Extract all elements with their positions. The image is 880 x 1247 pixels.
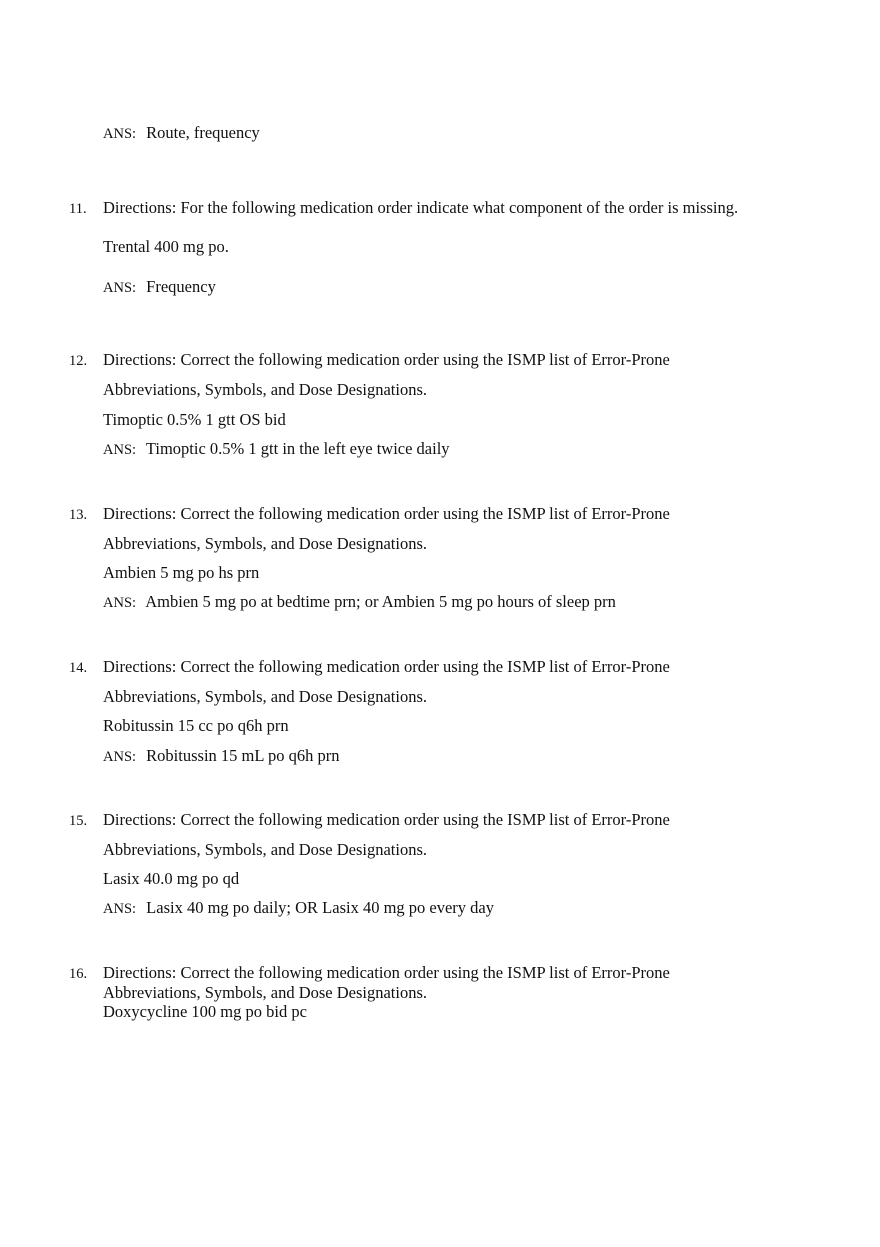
medication-order: Lasix 40.0 mg po qd [103,869,240,888]
question-directions-cont: Abbreviations, Symbols, and Dose Designations. [103,534,428,553]
answer-line [103,592,616,613]
question-directions: Directions: Correct the following medication order using the ISMP list of Error-Prone [103,504,670,523]
question-number: 13. [69,507,88,523]
question-directions: Directions: Correct the following medication order using the ISMP list of Error-Prone [103,350,670,369]
question-number: 14. [69,660,88,676]
medication-order: Timoptic 0.5% 1 gtt OS bid [103,410,286,429]
question-directions: Directions: For the following medication order indicate what component of the order is missing. [103,198,739,217]
medication-order: Trental 400 mg po. [103,237,229,256]
answer-text: Robitussin 15 mL po q6h prn [146,746,340,765]
question-number: 12. [69,353,88,369]
answer-text: Ambien 5 mg po at bedtime prn; or Ambien 5 mg po hours of sleep prn [145,592,616,611]
question-number: 16. [69,966,88,982]
lead-answer [103,123,260,144]
medication-order: Doxycycline 100 mg po bid pc [103,1002,307,1021]
medication-order: Ambien 5 mg po hs prn [103,563,260,582]
answer-line [103,898,494,919]
answer-line [103,277,216,298]
question-number: 11. [69,201,87,217]
ans-label: ANS: [103,280,137,296]
answer-text: Lasix 40 mg po daily; OR Lasix 40 mg po every day [146,898,494,917]
question-directions: Directions: Correct the following medication order using the ISMP list of Error-Prone [103,963,670,982]
ans-label: ANS: [103,749,137,765]
answer-text: Frequency [146,277,216,296]
question-directions-cont: Abbreviations, Symbols, and Dose Designations. [103,983,428,1002]
ans-label: ANS: [103,442,137,458]
question-directions-cont: Abbreviations, Symbols, and Dose Designations. [103,840,428,859]
question-number: 15. [69,813,88,829]
ans-label: ANS: [103,126,137,142]
question-directions: Directions: Correct the following medication order using the ISMP list of Error-Prone [103,657,670,676]
answer-line [103,439,450,460]
answer-text: Route, frequency [146,123,260,142]
question-directions-cont: Abbreviations, Symbols, and Dose Designations. [103,687,428,706]
question-directions: Directions: Correct the following medication order using the ISMP list of Error-Prone [103,810,670,829]
answer-line [103,746,339,767]
answer-text: Timoptic 0.5% 1 gtt in the left eye twice daily [145,439,450,458]
question-directions-cont: Abbreviations, Symbols, and Dose Designations. [103,380,428,399]
ans-label: ANS: [103,595,137,611]
ans-label: ANS: [103,901,137,917]
medication-order: Robitussin 15 cc po q6h prn [103,716,289,735]
